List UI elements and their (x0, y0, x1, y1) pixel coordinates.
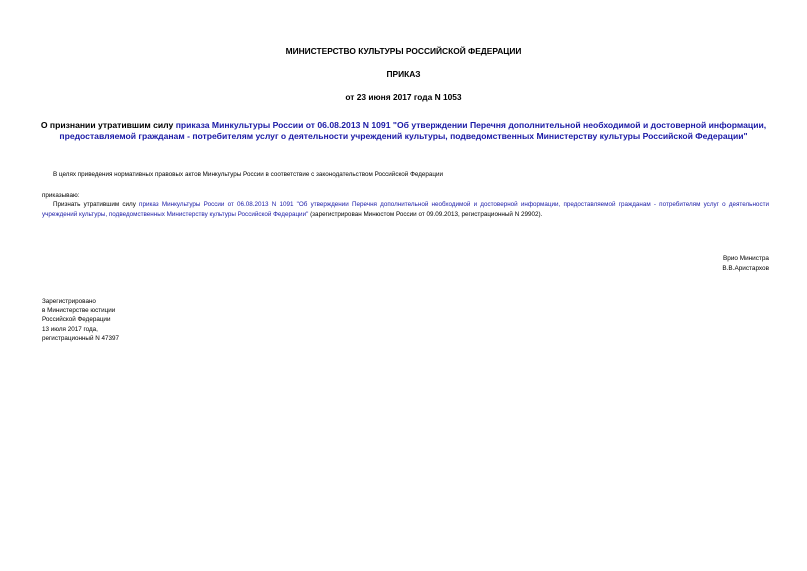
signature-block (722, 254, 769, 274)
doc-type-heading: ПРИКАЗ (386, 69, 421, 79)
registration-block (42, 297, 119, 343)
order-paragraph-prefix: Признать утратившим силу (53, 201, 140, 208)
document-title (40, 120, 767, 142)
registration-line-2: в Министерстве юстиции (42, 307, 116, 315)
signatory-position: Врио Министра (723, 255, 769, 262)
ministry-heading: МИНИСТЕРСТВО КУЛЬТУРЫ РОССИЙСКОЙ ФЕДЕРАЦИИ (285, 46, 522, 56)
preamble-paragraph: В целях приведения нормативных правовых актов Минкультуры России в соответствие с законодательством Российской Федерации (53, 171, 444, 178)
title-prefix: О признании утратившим силу (40, 120, 176, 130)
title-order-link[interactable]: приказа Минкультуры России от 06.08.2013 N 1091 "Об утверждении Перечня дополнительной необходимой и достоверной информации, предоставляемой гражданам - потребителям услуг о деятельности учреждений культуры, подведомственных Министерству культуры Российской Федерации" (59, 120, 767, 141)
registration-line-1: Зарегистрировано (42, 298, 96, 305)
order-word: приказываю: (42, 192, 80, 199)
registration-line-3: Российской Федерации (42, 316, 111, 324)
registration-line-5: регистрационный N 47397 (42, 334, 120, 342)
order-paragraph-link[interactable]: приказ Минкультуры России от 06.08.2013 N 1091 "Об утверждении Перечня дополнительной необходимой и достоверной информации, предоставляемой гражданам - потребителям услуг о деятельности учреждений культуры, подведомственных Министерству культуры Российской Федерации" (42, 201, 769, 218)
date-number-heading: от 23 июня 2017 года N 1053 (345, 92, 462, 102)
order-paragraph (42, 200, 769, 219)
registration-line-4: 13 июля 2017 года, (42, 325, 98, 333)
signatory-name: В.В.Аристархов (722, 265, 769, 272)
order-paragraph-suffix: (зарегистрирован Минюстом России от 09.09.2013, регистрационный N 29902). (308, 210, 543, 218)
